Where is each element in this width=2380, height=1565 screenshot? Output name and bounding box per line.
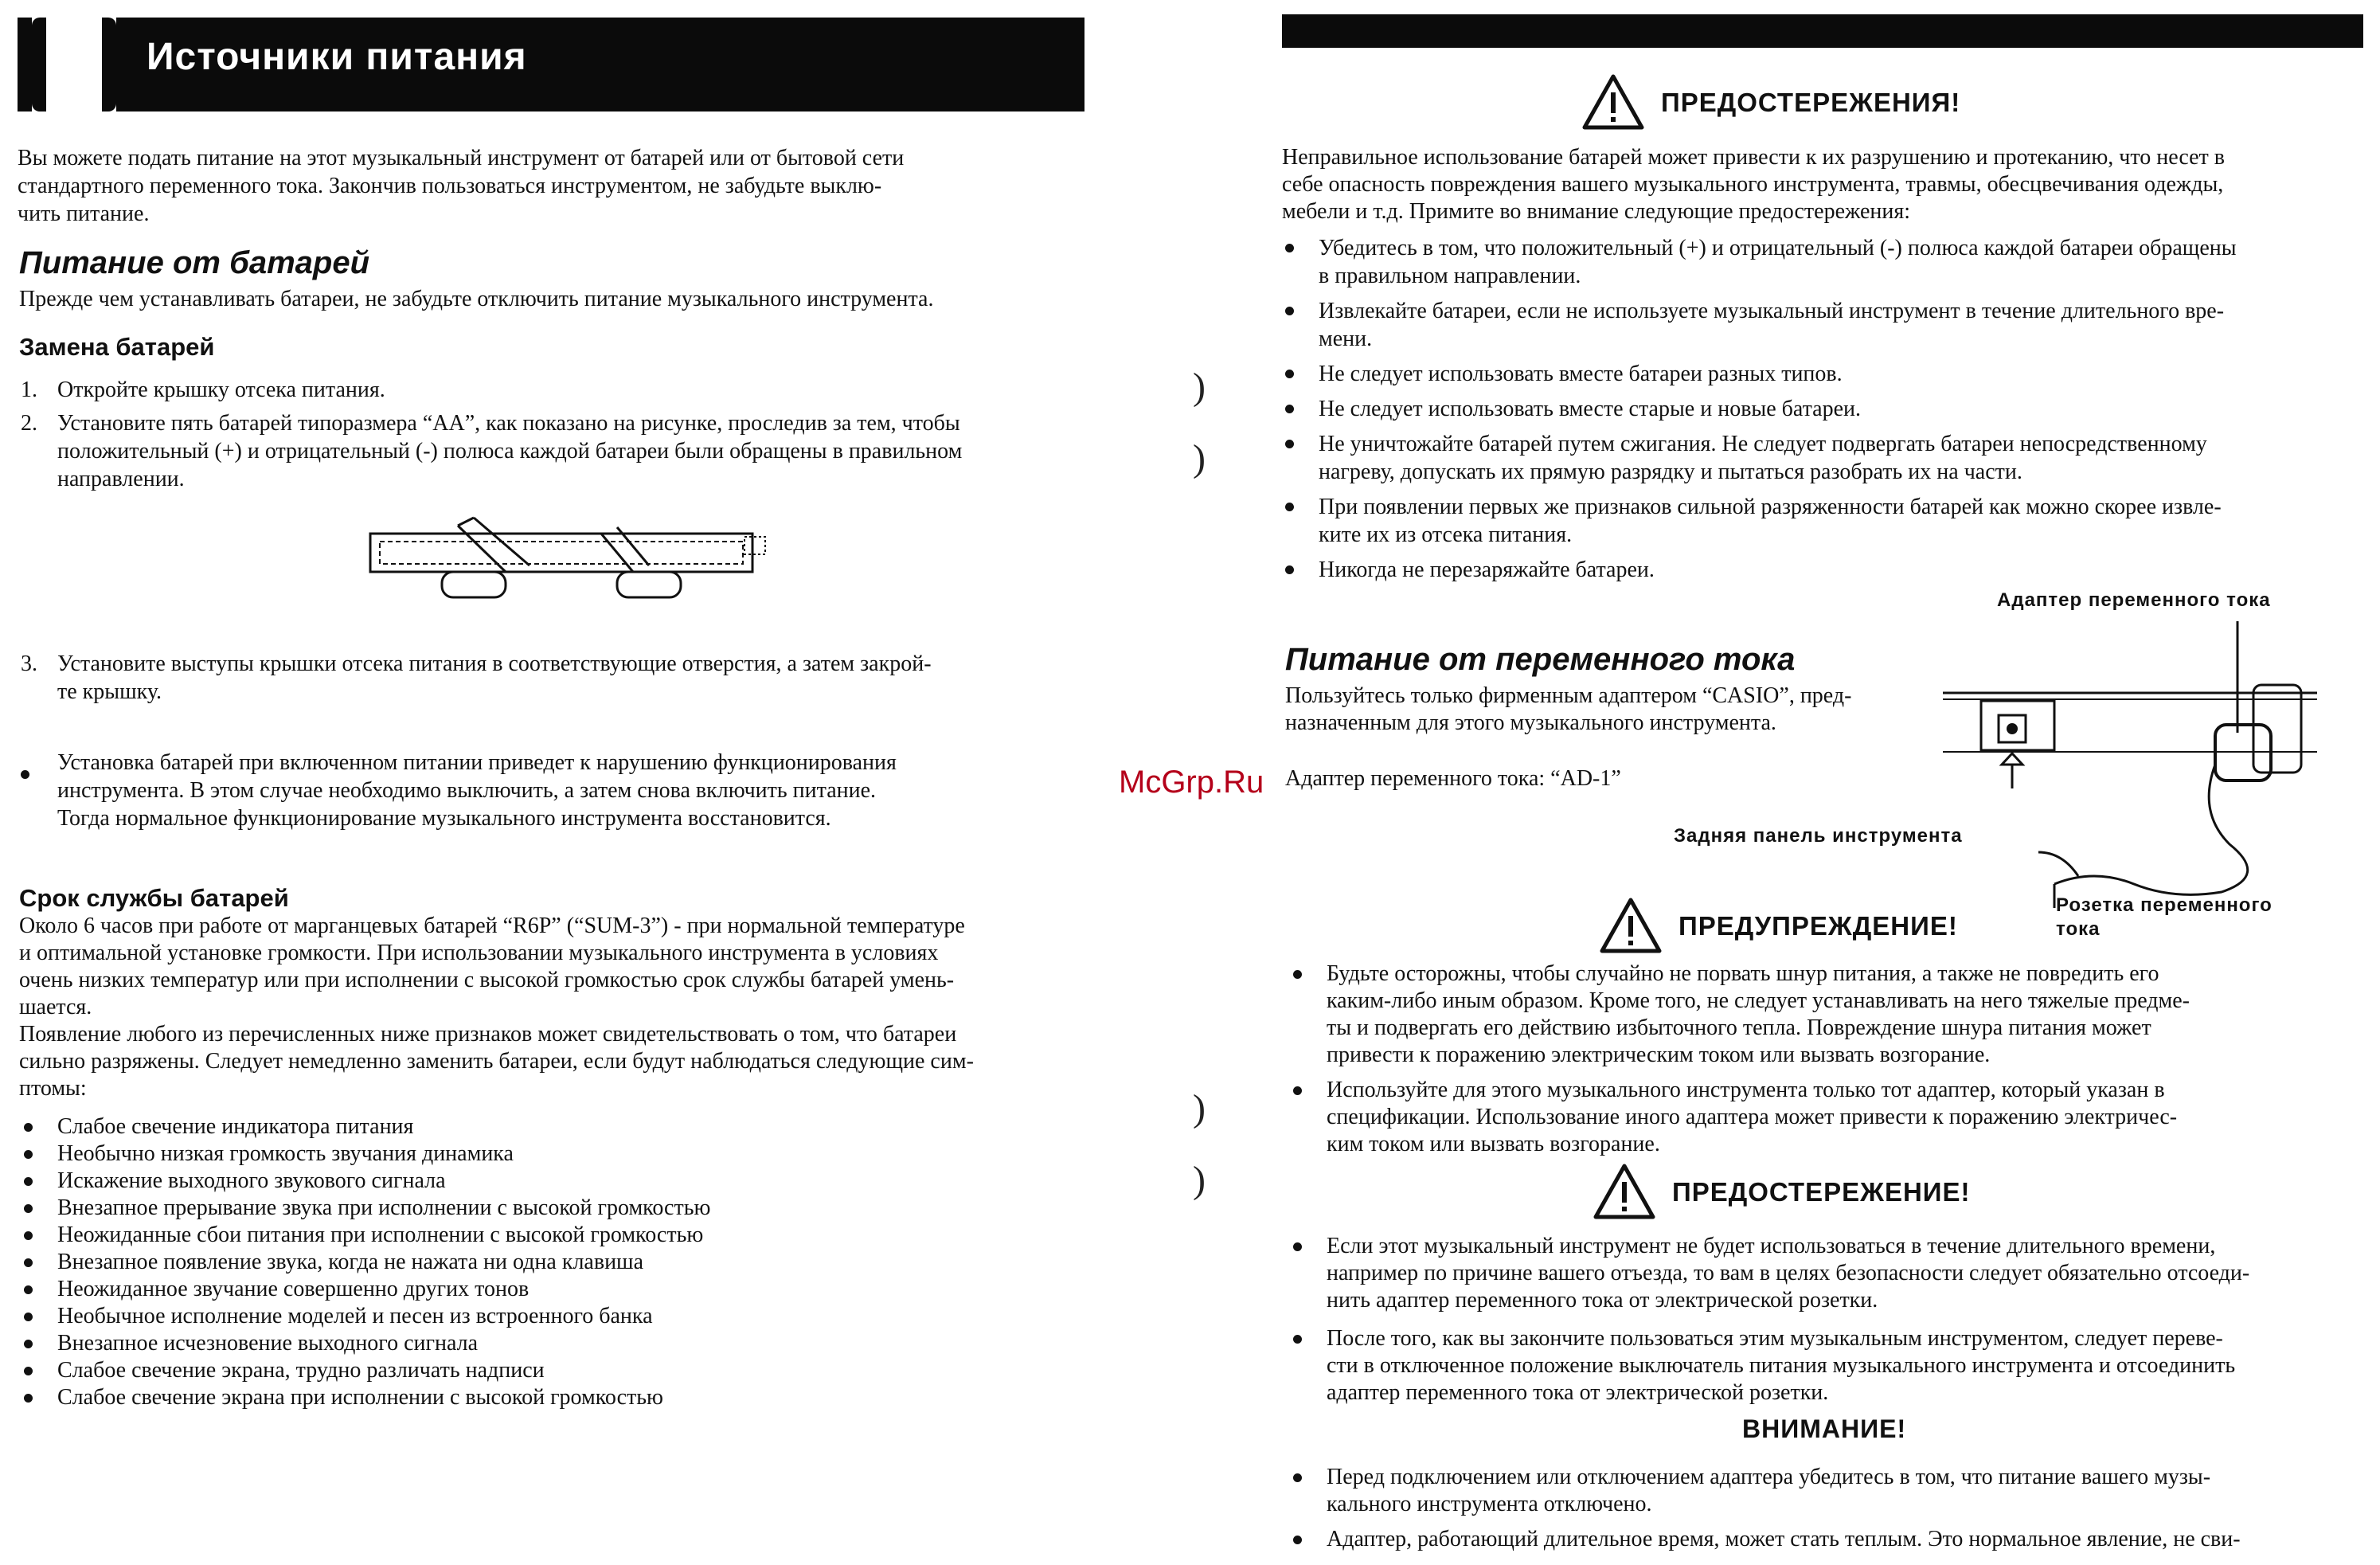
list-item: Неожиданные сбои питания при исполнении с высокой громкостью: [21, 1222, 710, 1249]
bullet-icon: [1285, 370, 1294, 378]
battery-heading: Питание от батарей: [19, 245, 370, 280]
list-item: Слабое свечение экрана, трудно различать надписи: [21, 1357, 710, 1384]
list-item: Не следует использовать вместе старые и новые батареи.: [1282, 395, 2373, 423]
bullet-icon: [1293, 1536, 1302, 1544]
life-line: сильно разряжены. Следует немедленно заменить батареи, если будут наблюдаться следующие сим-: [19, 1049, 974, 1074]
symptom-list: [21, 1113, 710, 1411]
bracket-right: [102, 18, 116, 112]
bullet-icon: [1293, 1473, 1302, 1482]
life-line: Около 6 часов при работе от марганцевых батарей “R6P” (“SUM-3”) - при нормальной температуре: [19, 914, 965, 938]
bullet-icon: [1285, 307, 1294, 315]
list-item: Не уничтожайте батарей путем сжигания. Не следует подвергать батареи непосредственному нагреву, допускать их прямую разрядку и пытаться разобрать их на части.: [1282, 430, 2373, 486]
step-line: Установите пять батарей типоразмера “AA”, как показано на рисунке, проследив за тем, чтобы: [57, 411, 960, 436]
list-item: Используйте для этого музыкального инструмента только тот адаптер, который указан в спецификации. Использование иного адаптера может привести к поражению электричес- ким током или вызвать возгорание.: [1290, 1077, 2373, 1158]
list-item: Необычно низкая громкость звучания динамика: [21, 1140, 710, 1168]
list-item: Внезапное прерывание звука при исполнении с высокой громкостью: [21, 1195, 710, 1222]
list-item: Перед подключением или отключением адаптера убедитесь в том, что питание вашего музы- кального инструмента отключено.: [1290, 1464, 2373, 1518]
list-item: Внезапное исчезновение выходного сигнала: [21, 1330, 710, 1357]
ac-paragraph: [1285, 683, 1851, 737]
bullet-icon: [1293, 1335, 1302, 1344]
step-number: 1.: [21, 378, 37, 402]
bullet-icon: [1285, 244, 1294, 252]
ac-line: Пользуйтесь только фирменным адаптером “CASIO”, пред-: [1285, 683, 1852, 708]
intro-line: мебели и т.д. Примите во внимание следующие предостережения:: [1282, 199, 1911, 224]
bullet-icon: [24, 1123, 33, 1132]
list-item: Слабое свечение экрана при исполнении с высокой громкостью: [21, 1384, 710, 1411]
attention-heading: ВНИМАНИЕ!: [1742, 1414, 1907, 1443]
intro-line: себе опасность повреждения вашего музыкального инструмента, травмы, обесцвечивания одежды,: [1282, 172, 2224, 197]
intro-line: стандартного переменного тока. Закончив пользоваться инструментом, не забудьте выклю-: [18, 174, 882, 198]
warning-triangle-icon: [1599, 897, 1663, 954]
list-item: Не следует использовать вместе батареи разных типов.: [1282, 360, 2373, 388]
adapter-label: Адаптер переменного тока: [1997, 589, 2271, 611]
bullet-icon: [24, 1258, 33, 1267]
caution1-heading: ПРЕДОСТЕРЕЖЕНИЯ!: [1661, 88, 1960, 118]
binder-mark: ): [1193, 366, 1206, 408]
bullet-icon: [1285, 565, 1294, 574]
replace-heading: Замена батарей: [19, 333, 215, 361]
life-line: и оптимальной установке громкости. При использовании музыкального инструмента в условиях: [19, 941, 939, 965]
step-line: направлении.: [57, 467, 185, 491]
bullet-icon: [24, 1285, 33, 1294]
list-item: Слабое свечение индикатора питания: [21, 1113, 710, 1140]
bullet-icon: [24, 1313, 33, 1321]
warning-triangle-icon: [1581, 73, 1645, 131]
intro-paragraph: [18, 144, 904, 228]
step-line: Откройте крышку отсека питания.: [57, 378, 385, 402]
step-line: положительный (+) и отрицательный (-) полюса каждой батареи были обращены в правильном: [57, 439, 963, 464]
bullet-icon: [24, 1394, 33, 1403]
bullet-icon: [24, 1367, 33, 1375]
battery-compartment-illustration: [362, 510, 776, 605]
caution2-list: [1290, 1233, 2373, 1407]
binder-mark: ): [1193, 1087, 1206, 1129]
note-line: Тогда нормальное функционирование музыкального инструмента восстановится.: [57, 806, 831, 831]
bullet-icon: [1285, 503, 1294, 511]
intro-line: чить питание.: [18, 201, 150, 226]
warning-list: [1290, 961, 2373, 1158]
list-item: Извлекайте батареи, если не используете музыкальный инструмент в течение длительного вре- мени.: [1282, 297, 2373, 353]
list-item: Убедитесь в том, что положительный (+) и отрицательный (-) полюса каждой батареи обращены в правильном направлении.: [1282, 234, 2373, 290]
life-heading: Срок службы батарей: [19, 884, 289, 912]
warning-heading: ПРЕДУПРЕЖДЕНИЕ!: [1679, 911, 1958, 941]
bullet-icon: [24, 1177, 33, 1186]
right-header-bar: [1282, 14, 2363, 48]
list-item: Внезапное появление звука, когда не нажата ни одна клавиша: [21, 1249, 710, 1276]
list-item: Никогда не перезаряжайте батареи.: [1282, 556, 2373, 584]
bullet-icon: [24, 1150, 33, 1159]
intro-line: Неправильное использование батарей может привести к их разрушению и протеканию, что несет в: [1282, 145, 2225, 170]
list-item: Адаптер, работающий длительное время, может стать теплым. Это нормальное явление, не сви-: [1290, 1526, 2373, 1553]
bullet-icon: [24, 1204, 33, 1213]
watermark: McGrp.Ru: [1119, 765, 1264, 800]
ac-heading: Питание от переменного тока: [1285, 642, 1796, 677]
attention-list: [1290, 1464, 2373, 1553]
binder-mark: ): [1193, 1159, 1206, 1201]
header-bracket: [32, 18, 116, 112]
warning-triangle-icon: [1593, 1163, 1656, 1220]
list-item: После того, как вы закончите пользоваться этим музыкальным инструментом, следует переве- сти в отключенное положение выключатель питания музыкального инструмента и отсоединить адаптер переменного тока от электрической розетки.: [1290, 1325, 2373, 1407]
life-paragraph: [19, 913, 974, 1102]
step-number: 3.: [21, 651, 37, 676]
list-item: Неожиданное звучание совершенно других тонов: [21, 1276, 710, 1303]
bullet-icon: [1285, 440, 1294, 448]
note-line: инструмента. В этом случае необходимо выключить, а затем снова включить питание.: [57, 778, 877, 803]
bullet-icon: [24, 1231, 33, 1240]
intro-line: Вы можете подать питание на этот музыкальный инструмент от батарей или от бытовой сети: [18, 146, 905, 170]
life-line: птомы:: [19, 1076, 87, 1101]
bracket-left: [32, 18, 46, 112]
page-title: Источники питания: [147, 36, 527, 78]
caution2-heading: ПРЕДОСТЕРЕЖЕНИЕ!: [1672, 1177, 1971, 1207]
note-line: Установка батарей при включенном питании приведет к нарушению функционирования: [57, 750, 897, 775]
life-line: очень низких температур или при исполнении с высокой громкостью срок службы батарей умень-: [19, 968, 955, 992]
battery-note: Прежде чем устанавливать батареи, не забудьте отключить питание музыкального инструмента.: [19, 287, 934, 311]
list-item: Будьте осторожны, чтобы случайно не порвать шнур питания, а также не повредить его каким-либо иным образом. Кроме того, не следует устанавливать на него тяжелые предме- ты и подвергать его действию избыточного тепла. Повреждение шнура питания может привести к поражению электрическим током или вызвать возгорание.: [1290, 961, 2373, 1069]
step-line: Установите выступы крышки отсека питания в соответствующие отверстия, а затем закрой-: [57, 651, 932, 676]
ac-line: назначенным для этого музыкального инструмента.: [1285, 710, 1776, 735]
adapter-model: Адаптер переменного тока: “AD-1”: [1285, 766, 1621, 791]
life-line: шается.: [19, 995, 92, 1019]
caution1-intro: [1282, 144, 2225, 225]
bullet-icon: [1293, 1086, 1302, 1095]
ac-adapter-diagram: [1935, 613, 2365, 908]
bullet-icon: [1293, 970, 1302, 979]
bullet-icon: [1285, 405, 1294, 413]
binder-mark: ): [1193, 437, 1206, 479]
outlet-label-line: тока: [2056, 918, 2101, 940]
caution1-list: [1282, 234, 2373, 584]
list-item: При появлении первых же признаков сильной разряженности батарей как можно скорее извле- ките их из отсека питания.: [1282, 493, 2373, 549]
life-line: Появление любого из перечисленных ниже признаков может свидетельствовать о том, что батареи: [19, 1022, 957, 1047]
bullet-icon: [24, 1340, 33, 1348]
bullet-icon: [21, 770, 29, 779]
bullet-icon: [1293, 1242, 1302, 1251]
rear-panel-label: Задняя панель инструмента: [1674, 825, 1963, 847]
list-item: Если этот музыкальный инструмент не будет использоваться в течение длительного времени, например по причине вашего отъезда, то вам в целях безопасности следует обязательно отсоеди- нить адаптер переменного тока от электрической розетки.: [1290, 1233, 2373, 1314]
step-line: те крышку.: [57, 679, 162, 704]
outlet-label-line: Розетка переменного: [2056, 894, 2273, 916]
list-item: Необычное исполнение моделей и песен из встроенного банка: [21, 1303, 710, 1330]
list-item: Искажение выходного звукового сигнала: [21, 1168, 710, 1195]
step-number: 2.: [21, 411, 37, 436]
